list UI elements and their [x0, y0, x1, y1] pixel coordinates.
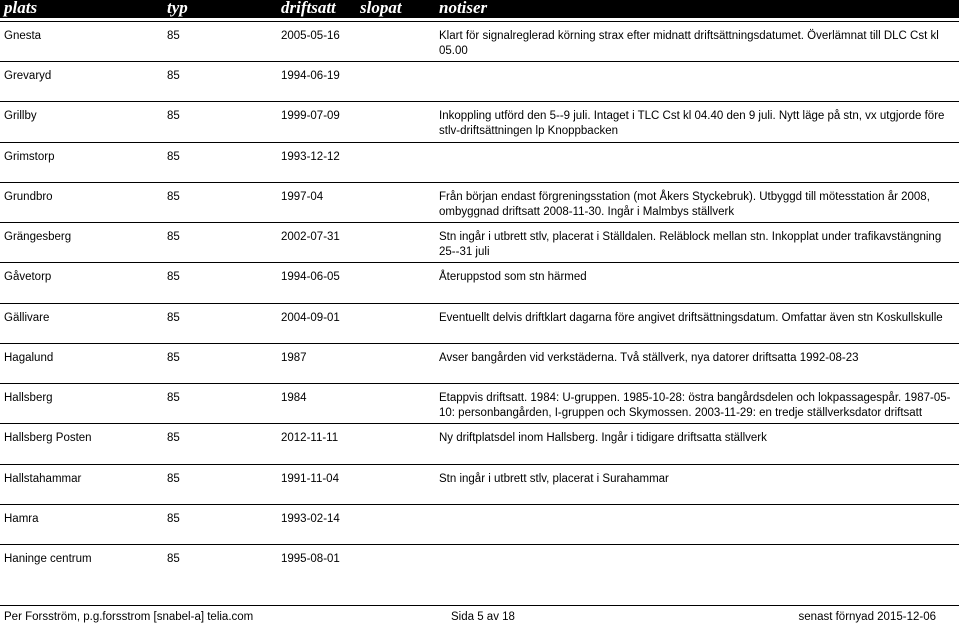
cell-driftsatt: 2004-09-01	[281, 312, 340, 324]
row-divider	[0, 544, 959, 545]
cell-driftsatt: 1991-11-04	[281, 473, 339, 485]
column-header-notiser: notiser	[439, 0, 488, 17]
cell-notiser: Avser bangården vid verkstäderna. Två ställverk, nya datorer driftsatta 1992-08-23	[439, 352, 859, 364]
row-divider	[0, 262, 959, 263]
cell-notiser: Ny driftplatsdel inom Hallsberg. Ingår i tidigare driftsatta ställverk	[439, 432, 767, 444]
cell-plats: Grevaryd	[4, 70, 52, 82]
cell-typ: 85	[167, 151, 180, 163]
row-divider	[0, 464, 959, 465]
cell-driftsatt: 1994-06-05	[281, 271, 340, 283]
cell-plats: Grängesberg	[4, 231, 72, 243]
footer-author: Per Forsström, p.g.forsstrom [snabel-a] telia.com	[4, 611, 254, 623]
cell-notiser: Från början endast förgreningsstation (mot Åkers Styckebruk). Utbyggd till mötesstation år 2008, ombyggnad driftsatt 2008-11-30. Ingår i Malmbys ställverk	[439, 191, 930, 218]
cell-driftsatt: 2002-07-31	[281, 231, 340, 243]
row-divider	[0, 343, 959, 344]
cell-typ: 85	[167, 271, 180, 283]
cell-driftsatt: 2005-05-16	[281, 30, 340, 42]
cell-plats: Grillby	[4, 110, 37, 122]
page-footer	[0, 605, 959, 626]
cell-plats: Gällivare	[4, 312, 50, 324]
cell-driftsatt: 1999-07-09	[281, 110, 340, 122]
footer-divider	[0, 605, 959, 606]
column-header-plats: plats	[4, 0, 38, 17]
cell-notiser: Stn ingår i utbrett stlv, placerat i Ställdalen. Reläblock mellan stn. Inkopplat under trafikavstängning 25--31 juli	[439, 231, 942, 258]
cell-driftsatt: 1995-08-01	[281, 553, 340, 565]
column-header-slopat: slopat	[360, 0, 402, 17]
cell-plats: Hamra	[4, 513, 39, 525]
column-header-typ: typ	[167, 0, 188, 17]
footer-page-number: Sida 5 av 18	[451, 611, 515, 623]
cell-plats: Grimstorp	[4, 151, 55, 163]
cell-driftsatt: 1993-12-12	[281, 151, 340, 163]
row-divider	[0, 142, 959, 143]
cell-plats: Hallsberg	[4, 392, 53, 404]
cell-typ: 85	[167, 352, 180, 364]
cell-driftsatt: 1997-04	[281, 191, 324, 203]
cell-plats: Gnesta	[4, 30, 42, 42]
row-divider	[0, 423, 959, 424]
row-divider	[0, 101, 959, 102]
row-divider	[0, 182, 959, 183]
cell-typ: 85	[167, 553, 180, 565]
cell-notiser: Eventuellt delvis driftklart dagarna före angivet driftsättningsdatum. Omfattar även stn Koskullskulle	[439, 312, 943, 324]
cell-notiser: Klart för signalreglerad körning strax efter midnatt driftsättningsdatumet. Överlämnat till DLC Cst kl 05.00	[439, 30, 939, 57]
row-divider	[0, 222, 959, 223]
cell-driftsatt: 1993-02-14	[281, 513, 340, 525]
cell-driftsatt: 2012-11-11	[281, 432, 339, 444]
cell-plats: Hallstahammar	[4, 473, 82, 485]
cell-typ: 85	[167, 432, 180, 444]
cell-typ: 85	[167, 70, 180, 82]
cell-plats: Hagalund	[4, 352, 54, 364]
row-divider	[0, 383, 959, 384]
cell-notiser: Stn ingår i utbrett stlv, placerat i Surahammar	[439, 473, 669, 485]
cell-typ: 85	[167, 312, 180, 324]
cell-typ: 85	[167, 30, 180, 42]
footer-updated: senast förnyad 2015-12-06	[798, 611, 936, 623]
cell-notiser: Inkoppling utförd den 5--9 juli. Intaget i TLC Cst kl 04.40 den 9 juli. Nytt läge på stn, vx utgjorde före stlv-driftsättningen lp Knoppbacken	[439, 110, 945, 137]
cell-plats: Hallsberg Posten	[4, 432, 92, 444]
cell-typ: 85	[167, 513, 180, 525]
cell-typ: 85	[167, 191, 180, 203]
cell-typ: 85	[167, 473, 180, 485]
cell-notiser: Etappvis driftsatt. 1984: U-gruppen. 1985-10-28: östra bangårdsdelen och lokpassagespår. 1987-05-10: personbangården, I-gruppen och Skymossen. 2003-11-29: en tredje ställverksdator driftsatt	[439, 392, 951, 419]
cell-plats: Grundbro	[4, 191, 53, 203]
cell-plats: Haninge centrum	[4, 553, 92, 565]
cell-driftsatt: 1987	[281, 352, 307, 364]
column-header-driftsatt: driftsatt	[281, 0, 336, 17]
cell-driftsatt: 1994-06-19	[281, 70, 340, 82]
row-divider	[0, 21, 959, 22]
cell-plats: Gåvetorp	[4, 271, 52, 283]
row-divider	[0, 61, 959, 62]
row-divider	[0, 504, 959, 505]
cell-typ: 85	[167, 392, 180, 404]
cell-driftsatt: 1984	[281, 392, 307, 404]
cell-typ: 85	[167, 110, 180, 122]
cell-notiser: Återuppstod som stn härmed	[439, 271, 587, 283]
row-divider	[0, 303, 959, 304]
cell-typ: 85	[167, 231, 180, 243]
